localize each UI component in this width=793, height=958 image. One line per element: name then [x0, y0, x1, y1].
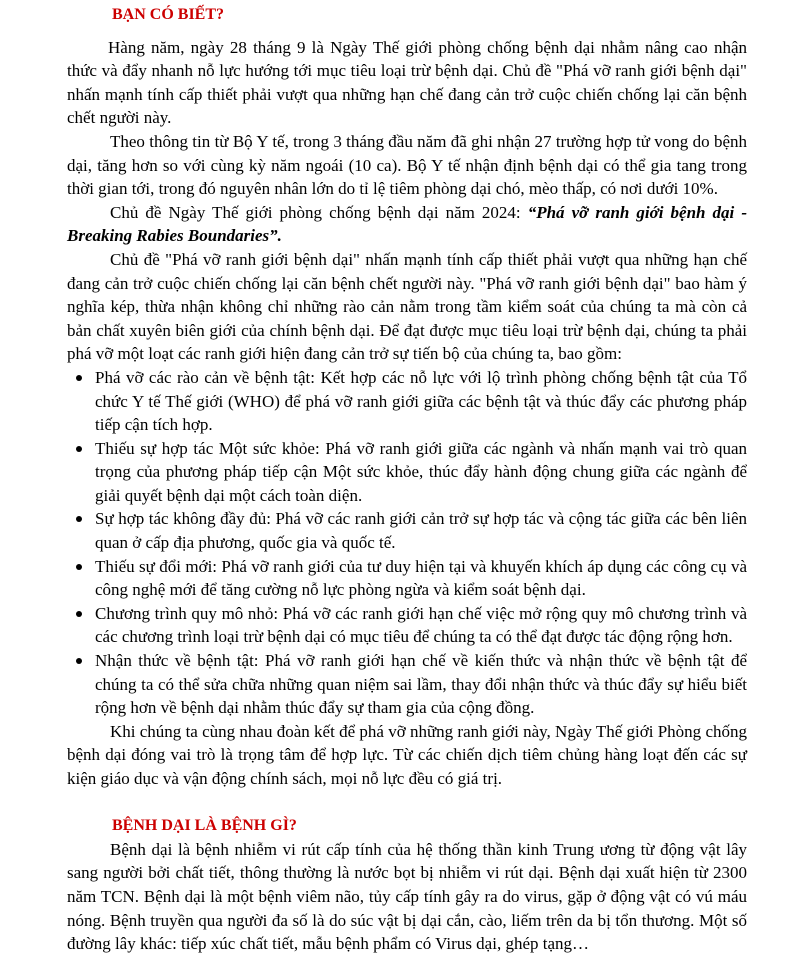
list-item-text: Thiếu sự đổi mới: Phá vỡ ranh giới của tư duy hiện tại và khuyến khích áp dụng các công cụ và công nghệ mới để tăng cường nỗ lực phòng ngừa và kiểm soát bệnh dại. [95, 556, 747, 600]
list-item [67, 555, 747, 602]
list-item-text: Chương trình quy mô nhỏ: Phá vỡ các ranh giới hạn chế việc mở rộng quy mô chương trình và các chương trình loại trừ bệnh dại có mục tiêu để chúng ta có thể đạt được tác động rộng hơn. [95, 603, 747, 647]
section-did-you-know [67, 3, 747, 791]
list-item [67, 366, 747, 437]
paragraph-closing: Khi chúng ta cùng nhau đoàn kết để phá vỡ những ranh giới này, Ngày Thế giới Phòng chống bệnh dại đóng vai trò là trọng tâm để hợp lực. Từ các chiến dịch tiêm chủng hàng loạt đến các sự kiện giáo dục và vận động chính sách, mọi nỗ lực đều có giá trị. [67, 721, 747, 788]
list-item [67, 507, 747, 554]
paragraph-rabies-definition: Bệnh dại là bệnh nhiễm vi rút cấp tính của hệ thống thần kinh Trung ương từ động vật lây sang người bởi chất tiết, thông thường là nước bọt bị nhiễm vi rút dại. Bệnh dại xuất hiện từ 2300 năm TCN. Bệnh dại là một bệnh viêm não, tủy cấp tính gây ra do virus, gặp ở động vật có vú máu nóng. Bệnh truyền qua người đa số là do súc vật bị dại cắn, cào, liếm trên da bị tổn thương. Một số đường lây khác: tiếp xúc chất tiết, mẫu bệnh phẩm có Virus dại, ghép tạng… [67, 839, 747, 954]
section-heading: BỆNH DẠI LÀ BỆNH GÌ? [112, 817, 297, 835]
list-item-text: Phá vỡ các rào cản về bệnh tật: Kết hợp các nỗ lực với lộ trình phòng chống bệnh tật của Tổ chức Y tế Thế giới (WHO) để phá vỡ ranh giới giữa các bệnh tật và thúc đẩy các phương pháp tiếp cận tích hợp. [95, 367, 747, 435]
bullet-icon [76, 375, 82, 381]
paragraph-theme-explanation: Chủ đề "Phá vỡ ranh giới bệnh dại" nhấn mạnh tính cấp thiết phải vượt qua những hạn chế đang cản trở cuộc chiến chống lại căn bệnh chết người này. "Phá vỡ ranh giới bệnh dại" bao hàm ý nghĩa kép, thừa nhận không chỉ những rào cản nằm trong tầm kiểm soát của chúng ta mà còn cả bản chất xuyên biên giới của chính bệnh dại. Để đạt được mục tiêu loại trừ bệnh dại, chúng ta phải phá vỡ một loạt các ranh giới hiện đang cản trở sự tiến bộ của chúng ta, bao gồm: [67, 249, 747, 364]
section-what-is-rabies [67, 814, 747, 956]
bullet-icon [76, 564, 82, 570]
boundaries-list [67, 366, 747, 720]
section-heading: BẠN CÓ BIẾT? [112, 6, 225, 23]
list-item [67, 437, 747, 508]
bullet-icon [76, 516, 82, 522]
list-item-text: Sự hợp tác không đầy đủ: Phá vỡ các ranh giới cản trở sự hợp tác và cộng tác giữa các bên liên quan ở cấp địa phương, quốc gia và quốc tế. [95, 509, 747, 553]
paragraph-world-rabies-day: Hàng năm, ngày 28 tháng 9 là Ngày Thế giới phòng chống bệnh dại nhằm nâng cao nhận thức và đẩy nhanh nỗ lực hướng tới mục tiêu loại trừ bệnh dại. Chủ đề "Phá vỡ ranh giới bệnh dại" nhấn mạnh tính cấp thiết phải vượt qua những hạn chế đang cản trở cuộc chiến chống lại căn bệnh chết người này. [67, 37, 747, 128]
list-item [67, 649, 747, 720]
list-item [67, 602, 747, 649]
bullet-icon [76, 658, 82, 664]
theme-lead-text: Chủ đề Ngày Thế giới phòng chống bệnh dại năm 2024: [110, 202, 528, 222]
list-item-text: Thiếu sự hợp tác Một sức khỏe: Phá vỡ ranh giới giữa các ngành và nhấn mạnh vai trò quan trọng của phương pháp tiếp cận Một sức khỏe, thúc đẩy hành động chung giữa các ngành để giải quyết bệnh dại một cách toàn diện. [95, 438, 747, 505]
list-item-text: Nhận thức về bệnh tật: Phá vỡ ranh giới hạn chế về kiến thức và nhận thức về bệnh tật để chúng ta có thể sửa chữa những quan niệm sai lầm, thay đổi nhận thức và thúc đẩy sự hiểu biết rộng hơn về bệnh dại nhằm thúc đẩy sự tham gia của cộng đồng. [95, 651, 747, 718]
bullet-icon [76, 611, 82, 617]
paragraph-theme-2024 [67, 201, 747, 248]
paragraph-ministry-statistics: Theo thông tin từ Bộ Y tế, trong 3 tháng đầu năm đã ghi nhận 27 trường hợp tử vong do bệnh dại, tăng hơn so với cùng kỳ năm ngoái (10 ca). Bộ Y tế nhận định bệnh dại có thể gia tang trong thời gian tới, trong đó nguyên nhân lớn do tỉ lệ tiêm phòng dại chó, mèo thấp, có nơi dưới 10%. [67, 131, 747, 199]
bullet-icon [76, 446, 82, 452]
theme-title: “Phá vỡ ranh giới bệnh dại - Breaking Rabies Boundaries”. [67, 202, 747, 246]
